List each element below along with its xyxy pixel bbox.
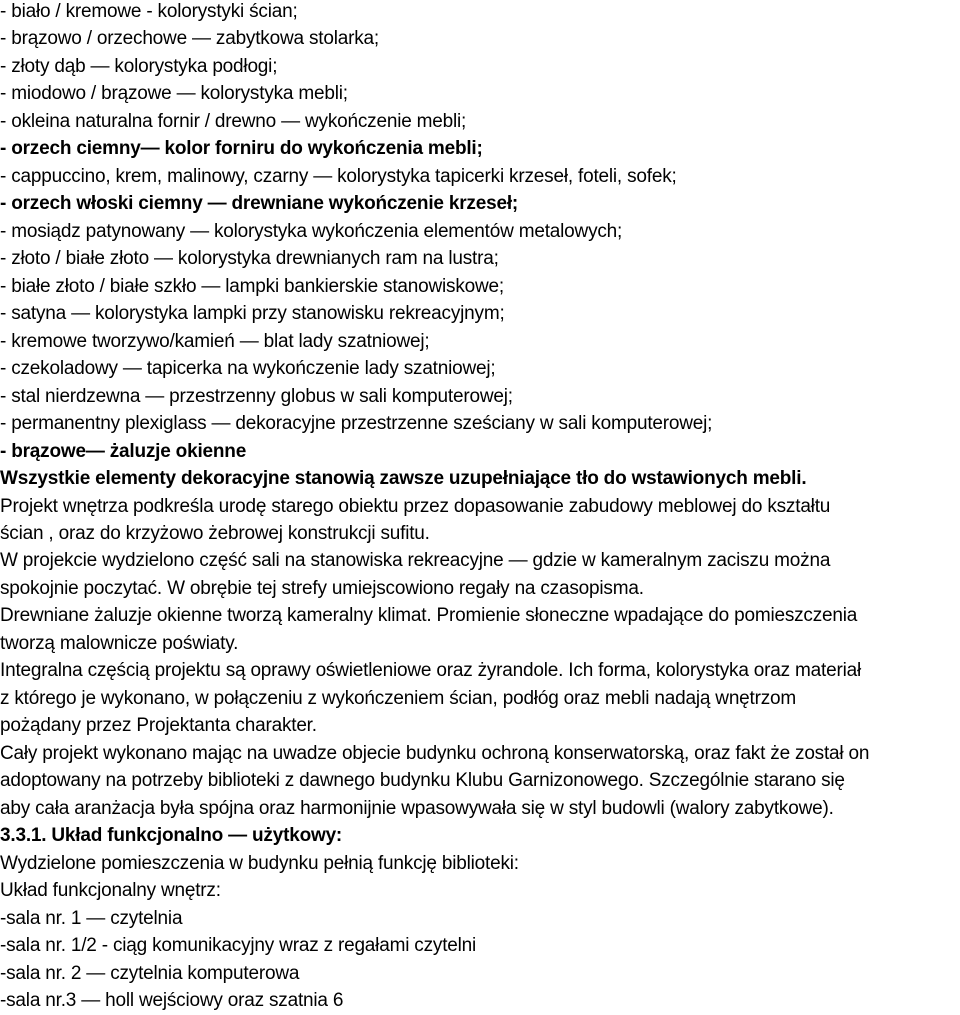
text-line: tworzą malownicze poświaty.: [0, 632, 239, 654]
text-line-bold: - orzech włoski ciemny — drewniane wykończenie krzeseł;: [0, 193, 519, 215]
text-line: - brązowo / orzechowe — zabytkowa stolarka;: [0, 28, 379, 50]
text-line: - mosiądz patynowany — kolorystyka wykończenia elementów metalowych;: [0, 220, 623, 242]
text-line: - miodowo / brązowe — kolorystyka mebli;: [0, 83, 348, 105]
text-line: pożądany przez Projektanta charakter.: [0, 715, 317, 737]
text-line: Układ funkcjonalny wnętrz:: [0, 880, 221, 902]
section-heading: 3.3.1. Układ funkcjonalno — użytkowy:: [0, 825, 343, 847]
text-line: W projekcie wydzielono część sali na stanowiska rekreacyjne — gdzie w kameralnym zaciszu można: [0, 550, 831, 572]
text-line: - permanentny plexiglass — dekoracyjne przestrzenne sześciany w sali komputerowej;: [0, 413, 713, 435]
text-line: - złoty dąb — kolorystyka podłogi;: [0, 55, 278, 77]
text-line: Cały projekt wykonano mając na uwadze objecie budynku ochroną konserwatorską, oraz fakt że został on: [0, 742, 870, 764]
text-line: adoptowany na potrzeby biblioteki z dawnego budynku Klubu Garnizonowego. Szczególnie starano się: [0, 770, 845, 792]
text-line: - cappuccino, krem, malinowy, czarny — kolorystyka tapicerki krzeseł, foteli, sofek;: [0, 165, 677, 187]
text-line: - okleina naturalna fornir / drewno — wykończenie mebli;: [0, 110, 467, 132]
text-line-bold: - brązowe— żaluzje okienne: [0, 440, 247, 462]
list-item: -sala nr. 1/2 - ciąg komunikacyjny wraz z regałami czytelni: [0, 935, 477, 957]
text-line: - stal nierdzewna — przestrzenny globus w sali komputerowej;: [0, 385, 513, 407]
list-item: -sala nr. 1 — czytelnia: [0, 907, 183, 929]
text-line-bold: Wszystkie elementy dekoracyjne stanowią zawsze uzupełniające tło do wstawionych mebli.: [0, 468, 807, 490]
text-line: spokojnie poczytać. W obrębie tej strefy umiejscowiono regały na czasopisma.: [0, 577, 644, 599]
text-line: Projekt wnętrza podkreśla urodę starego obiektu przez dopasowanie zabudowy meblowej do kształtu: [0, 495, 831, 517]
text-line-bold: - orzech ciemny— kolor forniru do wykończenia mebli;: [0, 138, 483, 160]
text-line: - kremowe tworzywo/kamień — blat lady szatniowej;: [0, 330, 430, 352]
text-line: ścian , oraz do krzyżowo żebrowej konstrukcji sufitu.: [0, 522, 430, 544]
list-item: -sala nr.3 — holl wejściowy oraz szatnia 6: [0, 990, 344, 1011]
text-line: - biało / kremowe - kolorystyki ścian;: [0, 1, 298, 22]
text-line: - złoto / białe złoto — kolorystyka drewnianych ram na lustra;: [0, 248, 499, 270]
text-line: aby cała aranżacja była spójna oraz harmonijnie wpasowywała się w styl budowli (walory zabytkowe).: [0, 797, 834, 819]
text-line: Drewniane żaluzje okienne tworzą kameralny klimat. Promienie słoneczne wpadające do pomieszczenia: [0, 605, 858, 627]
text-line: - satyna — kolorystyka lampki przy stanowisku rekreacyjnym;: [0, 303, 505, 325]
text-line: - czekoladowy — tapicerka na wykończenie lady szatniowej;: [0, 358, 496, 380]
text-line: - białe złoto / białe szkło — lampki bankierskie stanowiskowe;: [0, 275, 504, 297]
list-item: -sala nr. 2 — czytelnia komputerowa: [0, 962, 300, 984]
text-line: Wydzielone pomieszczenia w budynku pełnią funkcję biblioteki:: [0, 852, 519, 874]
text-line: Integralna częścią projektu są oprawy oświetleniowe oraz żyrandole. Ich forma, kolorystyka oraz materiał: [0, 660, 861, 682]
text-line: z którego je wykonano, w połączeniu z wykończeniem ścian, podłóg oraz mebli nadają wnętrzom: [0, 687, 797, 709]
